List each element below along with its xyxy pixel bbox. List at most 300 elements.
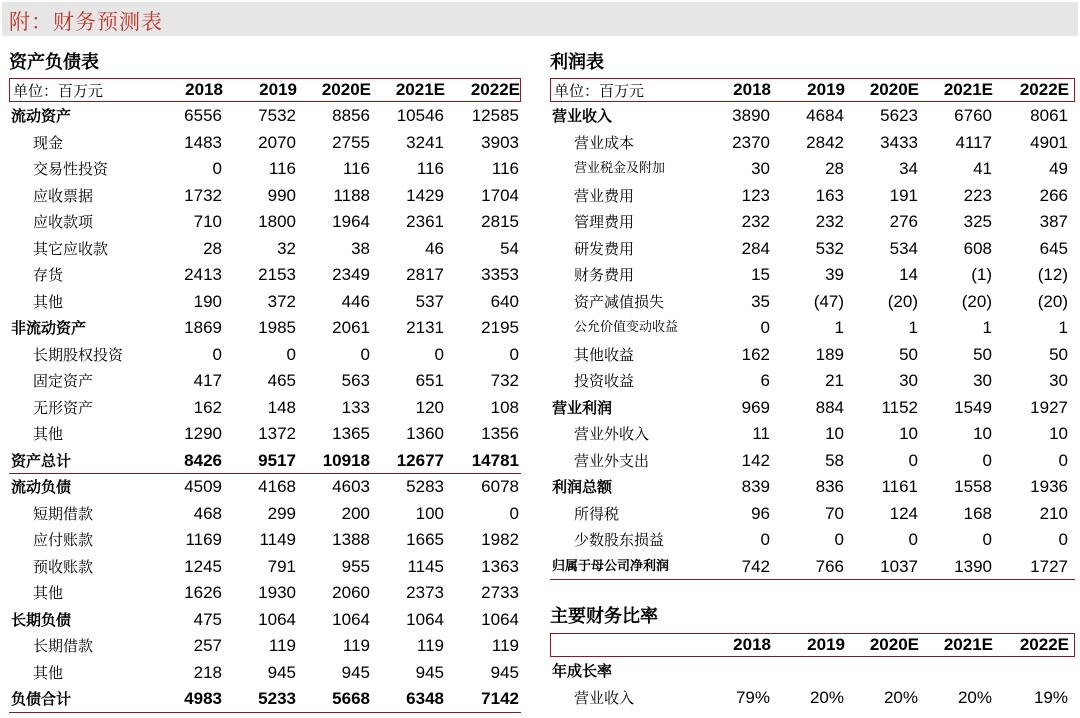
row-value: 4117 xyxy=(955,132,992,152)
row-value: 534 xyxy=(889,238,918,258)
row-value: 30 xyxy=(899,371,918,390)
row-value: 8426 xyxy=(184,450,222,470)
row-value: 70 xyxy=(825,503,844,523)
table-row xyxy=(550,555,1075,582)
row-label: 应收款项 xyxy=(33,213,94,231)
row-value: 210 xyxy=(1039,503,1068,523)
row-value: 990 xyxy=(267,185,296,205)
table-row xyxy=(550,316,1075,343)
row-value: 12677 xyxy=(396,450,444,470)
row-value: 0 xyxy=(1058,450,1068,470)
row-value: (20) xyxy=(961,291,992,311)
row-value: 1064 xyxy=(258,609,296,629)
row-value: 2070 xyxy=(258,132,296,152)
table-row xyxy=(9,369,521,396)
row-label: 年成长率 xyxy=(552,662,613,680)
row-value: 116 xyxy=(342,159,370,178)
row-value: 30 xyxy=(1049,371,1068,390)
row-value: 6556 xyxy=(184,106,222,125)
table-row xyxy=(9,449,521,476)
ratios-title: 主要财务比率 xyxy=(550,606,658,627)
row-label: 短期借款 xyxy=(33,504,94,523)
row-value: 1732 xyxy=(184,185,222,205)
row-value: 46 xyxy=(425,238,444,258)
row-label: 其他 xyxy=(33,292,64,311)
table-row xyxy=(9,634,521,661)
row-value: 1064 xyxy=(406,609,444,629)
table-row xyxy=(9,184,521,211)
table-row xyxy=(9,104,521,131)
row-value: 645 xyxy=(1039,238,1068,258)
row-label: 研发费用 xyxy=(574,239,635,258)
row-label: 归属于母公司净利润 xyxy=(552,555,669,580)
row-value: 1245 xyxy=(184,556,222,576)
row-value: 218 xyxy=(193,662,222,682)
balance_sheet-unit-label: 单位：百万元 xyxy=(13,82,104,100)
row-value: 1145 xyxy=(407,556,444,576)
row-value: 1964 xyxy=(332,212,370,231)
row-label: 利润总额 xyxy=(552,478,613,496)
row-value: 28 xyxy=(825,159,844,178)
row-value: 284 xyxy=(741,238,770,258)
table-row xyxy=(550,396,1075,423)
table-row xyxy=(550,449,1075,476)
row-value: 710 xyxy=(193,212,222,231)
row-label: 存货 xyxy=(33,266,64,284)
row-label: 负债合计 xyxy=(11,690,72,708)
row-value: 232 xyxy=(741,212,770,231)
row-value: (20) xyxy=(887,291,918,311)
row-value: 9517 xyxy=(258,450,296,470)
row-label: 流动资产 xyxy=(11,107,72,125)
row-value: 116 xyxy=(416,159,444,178)
row-value: 6 xyxy=(760,371,770,390)
row-value: 0 xyxy=(360,344,370,364)
row-value: 14781 xyxy=(471,450,519,470)
row-value: 142 xyxy=(741,450,770,470)
table-row xyxy=(550,369,1075,396)
row-value: 839 xyxy=(741,477,770,496)
ratios-year-header: 2021E xyxy=(943,635,993,654)
row-label: 公允价值变动收益 xyxy=(574,320,679,335)
row-value: 10 xyxy=(899,424,918,443)
row-label: 资产总计 xyxy=(11,451,72,470)
row-value: 200 xyxy=(341,503,370,523)
row-value: 20% xyxy=(883,687,918,707)
row-value: 30 xyxy=(751,159,770,178)
row-value: 119 xyxy=(491,636,519,655)
row-value: 791 xyxy=(267,556,296,576)
row-value: 0 xyxy=(908,450,918,470)
row-label: 长期负债 xyxy=(11,610,72,629)
row-value: 2373 xyxy=(406,583,444,602)
row-value: 96 xyxy=(751,503,770,523)
row-value: (1) xyxy=(971,265,992,284)
row-value: 30 xyxy=(973,371,992,390)
row-label: 应付账款 xyxy=(33,531,94,549)
row-value: 58 xyxy=(825,450,844,470)
row-value: 1985 xyxy=(258,318,296,337)
table-row xyxy=(9,581,521,608)
row-value: 608 xyxy=(963,238,992,258)
row-value: 0 xyxy=(286,344,296,364)
row-value: 32 xyxy=(277,238,296,258)
row-value: 563 xyxy=(341,371,370,390)
row-value: 2733 xyxy=(481,583,519,602)
row-label: 其他 xyxy=(33,663,64,682)
income_statement-year-header: 2018 xyxy=(733,80,771,99)
table-row xyxy=(9,555,521,582)
row-value: 10 xyxy=(1049,424,1068,443)
row-label: 预收账款 xyxy=(33,557,94,576)
row-label: 财务费用 xyxy=(574,266,635,284)
row-value: 2413 xyxy=(184,265,222,284)
row-value: 1390 xyxy=(954,556,992,576)
row-value: 475 xyxy=(193,609,222,629)
row-value: 4983 xyxy=(184,689,222,708)
row-value: 1169 xyxy=(185,530,222,549)
row-value: 119 xyxy=(342,636,370,655)
row-value: 2370 xyxy=(732,132,770,152)
row-value: 945 xyxy=(341,662,370,682)
row-value: 1037 xyxy=(880,556,918,576)
page-title: 附：财务预测表 xyxy=(9,10,163,34)
row-value: 945 xyxy=(490,662,519,682)
row-label: 营业外收入 xyxy=(574,425,650,443)
row-label: 营业收入 xyxy=(574,688,635,707)
row-label: 非流动资产 xyxy=(11,319,87,337)
row-value: 0 xyxy=(212,159,222,178)
row-value: 232 xyxy=(815,212,844,231)
row-value: 2061 xyxy=(332,318,370,337)
table-row xyxy=(9,316,521,343)
ratios-year-header: 2018 xyxy=(733,635,771,654)
row-value: 0 xyxy=(212,344,222,364)
row-label: 流动负债 xyxy=(11,478,72,496)
row-value: 1 xyxy=(834,318,844,337)
row-value: 1 xyxy=(908,318,918,337)
row-value: 465 xyxy=(267,371,296,390)
table-row xyxy=(9,263,521,290)
row-value: 116 xyxy=(491,159,519,178)
row-value: 266 xyxy=(1039,185,1068,205)
balance_sheet-year-header: 2020E xyxy=(321,80,371,99)
row-value: 124 xyxy=(889,503,918,523)
row-value: 257 xyxy=(193,636,222,655)
row-value: 537 xyxy=(415,291,444,311)
row-value: 7532 xyxy=(258,106,296,125)
table-row xyxy=(9,396,521,423)
row-value: 168 xyxy=(963,503,992,523)
row-value: 3890 xyxy=(732,106,770,125)
row-value: 955 xyxy=(341,556,370,576)
row-label: 营业利润 xyxy=(552,398,613,417)
row-label: 其他收益 xyxy=(574,345,635,364)
row-value: 28 xyxy=(203,238,222,258)
row-value: 100 xyxy=(415,503,444,523)
row-value: 116 xyxy=(268,159,296,178)
row-value: 2131 xyxy=(406,318,444,337)
row-value: 108 xyxy=(490,397,519,417)
income_statement-year-header: 2019 xyxy=(807,80,845,99)
row-value: 10546 xyxy=(396,106,444,125)
balance_sheet-year-header: 2019 xyxy=(259,80,297,99)
row-value: 766 xyxy=(815,556,844,576)
row-label: 长期股权投资 xyxy=(33,345,124,364)
table-row xyxy=(550,528,1075,555)
row-value: 651 xyxy=(415,371,444,390)
balance_sheet-section-divider xyxy=(9,473,521,474)
row-value: 50 xyxy=(1049,344,1068,364)
row-value: 836 xyxy=(815,477,844,496)
row-value: 1365 xyxy=(332,424,370,443)
row-value: 54 xyxy=(500,238,519,258)
row-value: (12) xyxy=(1037,265,1068,284)
row-value: 1388 xyxy=(332,530,370,549)
table-row xyxy=(9,290,521,317)
table-row xyxy=(550,422,1075,449)
income_statement-year-header: 2020E xyxy=(869,80,919,99)
row-value: 223 xyxy=(963,185,992,205)
row-label: 其他 xyxy=(33,425,64,443)
row-value: 191 xyxy=(889,185,918,205)
row-value: 148 xyxy=(267,397,296,417)
row-value: 0 xyxy=(509,344,519,364)
row-value: 5233 xyxy=(258,689,296,708)
row-value: 50 xyxy=(973,344,992,364)
table-row xyxy=(9,237,521,264)
table-row xyxy=(550,131,1075,158)
row-value: 1363 xyxy=(481,556,519,576)
page-header-banner xyxy=(2,2,1078,36)
row-value: 3353 xyxy=(481,265,519,284)
row-value: 15 xyxy=(751,265,770,284)
table-row xyxy=(550,263,1075,290)
row-value: 1626 xyxy=(184,583,222,602)
table-row xyxy=(9,422,521,449)
row-value: 119 xyxy=(268,636,296,655)
row-value: 1936 xyxy=(1030,477,1068,496)
income_statement-unit-label: 单位：百万元 xyxy=(554,82,645,100)
table-row xyxy=(9,475,521,502)
row-label: 少数股东损益 xyxy=(574,531,665,549)
row-value: 0 xyxy=(982,450,992,470)
income_statement-section-divider xyxy=(550,579,1075,580)
row-value: 162 xyxy=(193,397,222,417)
table-row xyxy=(9,131,521,158)
table-row xyxy=(550,290,1075,317)
row-value: 1064 xyxy=(481,609,519,629)
table-row xyxy=(550,157,1075,184)
row-value: 38 xyxy=(351,238,370,258)
row-value: 945 xyxy=(415,662,444,682)
income_statement-header-row xyxy=(550,78,1075,102)
row-value: 120 xyxy=(415,397,444,417)
row-value: 1930 xyxy=(258,583,296,602)
income_statement-year-header: 2022E xyxy=(1019,80,1069,99)
ratios-header-row xyxy=(550,633,1075,657)
row-value: 1064 xyxy=(332,609,370,629)
row-value: 5668 xyxy=(332,689,370,708)
row-label: 营业成本 xyxy=(574,133,635,152)
row-value: 10918 xyxy=(322,450,370,470)
row-label: 所得税 xyxy=(574,504,620,523)
table-row xyxy=(550,210,1075,237)
ratios-year-header: 2019 xyxy=(807,635,845,654)
row-value: 10 xyxy=(825,424,844,443)
row-value: 6348 xyxy=(406,689,444,708)
row-value: (47) xyxy=(813,291,844,311)
row-label: 无形资产 xyxy=(33,398,94,417)
row-value: 2195 xyxy=(481,318,519,337)
row-value: 2060 xyxy=(332,583,370,602)
balance_sheet-year-header: 2018 xyxy=(185,80,223,99)
row-label: 营业收入 xyxy=(552,107,613,125)
row-value: 119 xyxy=(416,636,444,655)
row-value: 14 xyxy=(899,265,918,284)
row-value: 11 xyxy=(752,424,770,443)
row-value: 884 xyxy=(815,397,844,417)
row-value: 945 xyxy=(267,662,296,682)
row-label: 其他 xyxy=(33,584,64,602)
row-value: 1483 xyxy=(184,132,222,152)
row-value: 1429 xyxy=(406,185,444,205)
table-row xyxy=(550,686,1075,713)
row-value: 7142 xyxy=(481,689,519,708)
row-value: 969 xyxy=(741,397,770,417)
row-value: 532 xyxy=(815,238,844,258)
row-label: 营业税金及附加 xyxy=(574,161,666,176)
row-value: 39 xyxy=(825,265,844,284)
row-value: 2817 xyxy=(406,265,444,284)
row-value: 2153 xyxy=(258,265,296,284)
row-value: 2755 xyxy=(332,132,370,152)
row-value: 3903 xyxy=(481,132,519,152)
row-value: 4684 xyxy=(806,106,844,125)
row-value: 640 xyxy=(490,291,519,311)
row-value: 133 xyxy=(341,397,370,417)
table-row xyxy=(550,237,1075,264)
table-row xyxy=(550,104,1075,131)
row-value: 50 xyxy=(899,344,918,364)
row-value: 0 xyxy=(760,530,770,549)
row-value: 4509 xyxy=(184,477,222,496)
ratios-year-header: 2020E xyxy=(869,635,919,654)
balance_sheet-header-row xyxy=(9,78,521,102)
row-value: 1982 xyxy=(481,530,519,549)
row-value: 6760 xyxy=(954,106,992,125)
row-value: 1704 xyxy=(481,185,519,205)
row-value: 446 xyxy=(341,291,370,311)
row-label: 应收票据 xyxy=(33,186,94,205)
row-value: 4603 xyxy=(332,477,370,496)
row-value: 79% xyxy=(735,687,770,707)
row-label: 长期借款 xyxy=(33,637,94,655)
row-value: 5623 xyxy=(880,106,918,125)
table-row xyxy=(550,184,1075,211)
row-value: 162 xyxy=(741,344,770,364)
row-value: 372 xyxy=(267,291,296,311)
table-row xyxy=(9,157,521,184)
row-value: 0 xyxy=(982,530,992,549)
row-label: 交易性投资 xyxy=(33,160,109,178)
balance_sheet-section-divider xyxy=(9,712,521,713)
row-value: 1188 xyxy=(333,185,370,205)
row-value: 8061 xyxy=(1030,106,1068,125)
row-value: 20% xyxy=(809,687,844,707)
balance_sheet-year-header: 2021E xyxy=(395,80,445,99)
row-value: 3433 xyxy=(880,132,918,152)
row-value: 21 xyxy=(825,371,844,390)
row-value: 34 xyxy=(899,159,918,178)
row-label: 现金 xyxy=(33,133,64,152)
row-value: 0 xyxy=(434,344,444,364)
row-label: 资产减值损失 xyxy=(574,292,665,311)
row-value: 1869 xyxy=(184,318,222,337)
row-value: 1152 xyxy=(881,397,918,417)
table-row xyxy=(9,210,521,237)
row-value: 19% xyxy=(1033,687,1068,707)
row-value: 123 xyxy=(741,185,770,205)
row-value: 10 xyxy=(973,424,992,443)
row-value: 163 xyxy=(815,185,844,205)
row-value: 1549 xyxy=(954,397,992,417)
row-value: 2842 xyxy=(806,132,844,152)
row-value: 0 xyxy=(1058,530,1068,549)
table-row xyxy=(9,608,521,635)
row-value: 1927 xyxy=(1030,397,1068,417)
row-value: 417 xyxy=(193,371,222,390)
row-value: 2349 xyxy=(332,265,370,284)
row-value: 387 xyxy=(1039,212,1068,231)
row-value: 468 xyxy=(193,503,222,523)
row-value: 4901 xyxy=(1030,132,1068,152)
row-value: 0 xyxy=(908,530,918,549)
row-value: 732 xyxy=(490,371,519,390)
row-value: 190 xyxy=(193,291,222,311)
row-value: 0 xyxy=(760,318,770,337)
row-value: 49 xyxy=(1049,159,1068,178)
table-row xyxy=(550,502,1075,529)
row-value: 1161 xyxy=(881,477,918,496)
row-label: 投资收益 xyxy=(574,372,635,390)
row-value: 1800 xyxy=(258,212,296,231)
row-value: 0 xyxy=(834,530,844,549)
row-value: 1372 xyxy=(258,424,296,443)
row-value: 20% xyxy=(957,687,992,707)
table-row xyxy=(9,343,521,370)
row-value: 6078 xyxy=(481,477,519,496)
row-value: 189 xyxy=(815,344,844,364)
row-label: 营业外支出 xyxy=(574,451,650,470)
table-row xyxy=(9,661,521,688)
row-value: 41 xyxy=(973,159,992,178)
row-value: 5283 xyxy=(406,477,444,496)
row-value: 2361 xyxy=(406,212,444,231)
table-row xyxy=(9,687,521,714)
balance-sheet-title: 资产负债表 xyxy=(9,52,99,73)
row-label: 营业费用 xyxy=(574,186,635,205)
table-row xyxy=(550,659,1075,686)
row-value: 1665 xyxy=(406,530,444,549)
table-row xyxy=(9,502,521,529)
row-value: 1 xyxy=(1058,318,1068,337)
row-value: 1149 xyxy=(259,530,296,549)
row-label: 固定资产 xyxy=(33,372,94,390)
row-value: 2815 xyxy=(481,212,519,231)
row-value: 276 xyxy=(889,212,918,231)
table-row xyxy=(9,528,521,555)
